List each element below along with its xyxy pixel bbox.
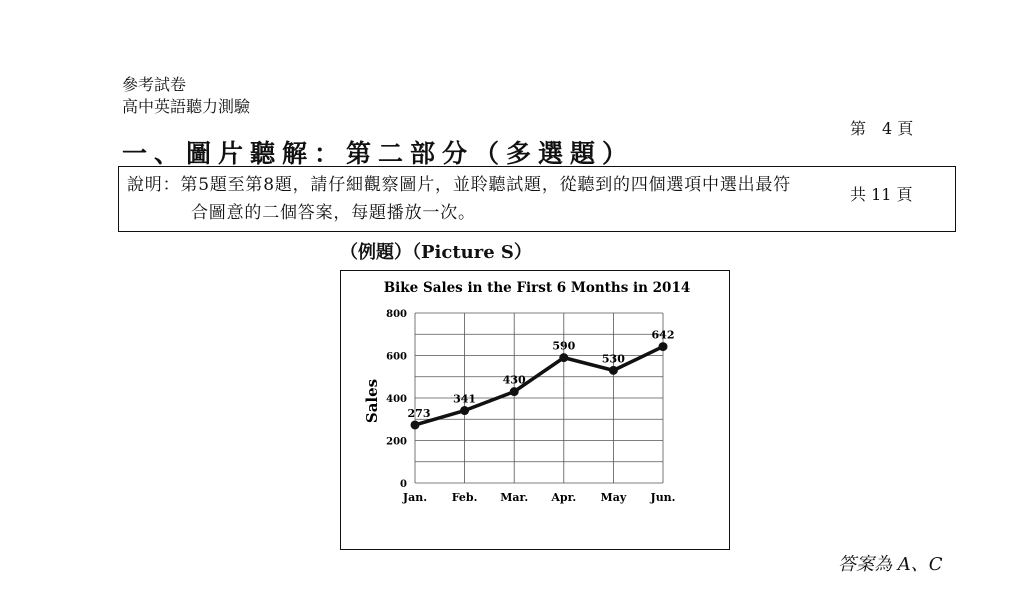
header-left xyxy=(122,74,250,118)
chart-title: Bike Sales in the First 6 Months in 2014 xyxy=(383,280,691,296)
data-label: 642 xyxy=(651,328,675,342)
exam-type-label: 參考試卷 xyxy=(122,75,187,94)
x-tick-label: May xyxy=(600,491,627,504)
data-point xyxy=(609,366,618,375)
data-label: 273 xyxy=(407,406,431,420)
data-label: 590 xyxy=(552,339,576,353)
y-tick-label: 0 xyxy=(400,479,407,490)
answer-text: 答案為 A、C xyxy=(838,554,943,575)
data-label: 341 xyxy=(453,392,477,406)
data-point xyxy=(411,420,420,429)
page-number-label: 第 4 頁 xyxy=(850,119,914,138)
data-point xyxy=(559,353,568,362)
example-label: （例題）（Picture S） xyxy=(340,242,532,263)
data-point xyxy=(510,387,519,396)
x-tick-label: Feb. xyxy=(451,491,478,504)
exam-name-label: 高中英語聽力測驗 xyxy=(122,97,251,116)
data-label: 430 xyxy=(502,373,526,387)
chart-frame xyxy=(340,270,730,550)
instructions-line-2: 合圖意的二個答案，每題播放一次。 xyxy=(191,203,476,223)
y-tick-label: 800 xyxy=(386,309,407,320)
page-total-label: 共 11 頁 xyxy=(850,185,913,204)
y-tick-label: 400 xyxy=(386,394,407,405)
series-line xyxy=(415,347,663,425)
x-tick-label: Apr. xyxy=(551,491,577,504)
data-point xyxy=(659,342,668,351)
line-chart xyxy=(341,271,729,548)
y-axis-label: Sales xyxy=(363,378,381,424)
x-tick-label: Jan. xyxy=(402,491,428,504)
data-point xyxy=(460,406,469,415)
chart-series xyxy=(408,329,675,430)
x-tick-label: Mar. xyxy=(500,491,529,504)
instructions-line-1: 說明：第5題至第8題，請仔細觀察圖片，並聆聽試題，從聽到的四個選項中選出最符 xyxy=(127,175,792,195)
y-tick-label: 600 xyxy=(386,351,407,363)
x-tick-label: Jun. xyxy=(650,491,676,504)
section-title: 一、圖片聽解：第二部分（多選題） xyxy=(122,139,635,168)
data-label: 530 xyxy=(601,352,625,366)
y-tick-label: 200 xyxy=(386,436,407,448)
instructions-box xyxy=(118,166,956,232)
